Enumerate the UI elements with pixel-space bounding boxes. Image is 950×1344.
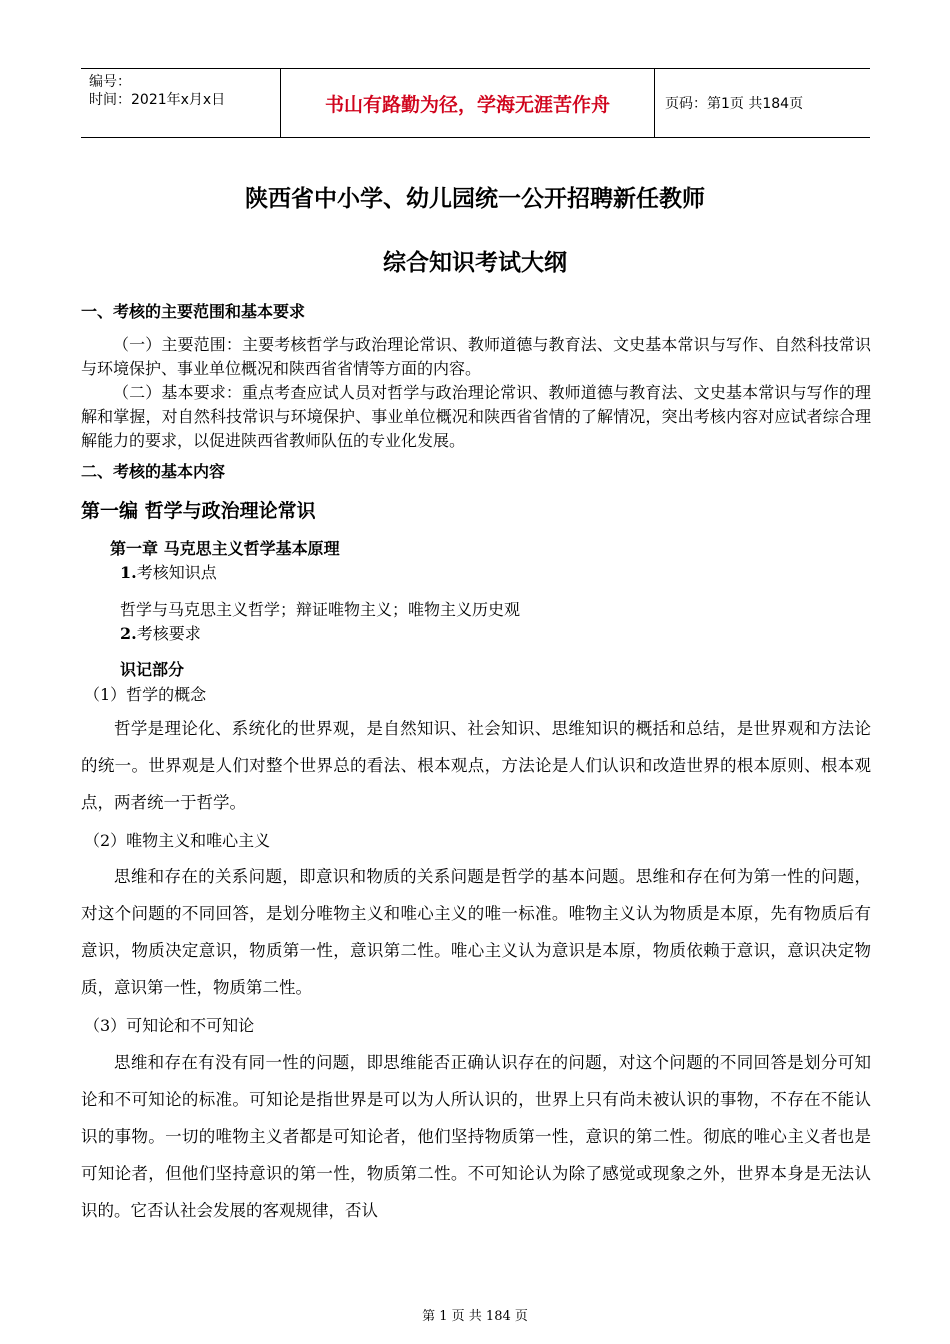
item1-number: 1. (120, 563, 137, 582)
item2-number: 2. (120, 624, 137, 643)
sub3-title (84, 1013, 874, 1036)
footer-page-number: 第 1 页 共 184 页 (422, 1309, 528, 1324)
requirements-item (120, 621, 910, 644)
header-page-info: 页码：第1页 共184页 (665, 96, 804, 112)
section1-body (81, 333, 871, 453)
section1-heading (81, 299, 871, 322)
header-table (81, 68, 870, 138)
document-number-label: 编号： (89, 74, 131, 90)
item1-label: 考核知识点 (136, 563, 217, 582)
sub3-title-text: （3）可知论和不可知论 (84, 1016, 255, 1035)
sub3-body (81, 1044, 871, 1229)
header-left-cell (81, 69, 281, 137)
sub2-title (84, 828, 874, 851)
sub1-title (84, 682, 874, 705)
section2-heading-text: 二、考核的基本内容 (81, 462, 226, 481)
sub1-title-text: （1）哲学的概念 (84, 685, 207, 704)
section1-heading-text: 一、考核的主要范围和基本要求 (81, 302, 306, 321)
item2-label: 考核要求 (136, 624, 201, 643)
knowledge-points-content (120, 597, 910, 620)
chapter-title-text: 第一章 马克思主义哲学基本原理 (110, 539, 340, 558)
sub1-paragraph: 哲学是理论化、系统化的世界观，是自然知识、社会知识、思维知识的概括和总结，是世界观和方法论的统一。世界观是人们对整个世界总的看法、根本观点，方法论是人们认识和改造世界的根本原则、根本观点，两者统一于哲学。 (81, 719, 871, 812)
sub2-paragraph: 思维和存在的关系问题，即意识和物质的关系问题是哲学的基本问题。思维和存在何为第一性的问题，对这个问题的不同回答，是划分唯物主义和唯心主义的唯一标准。唯物主义认为物质是本原，先有物质后有意识，物质决定意识，物质第一性，意识第二性。唯心主义认为意识是本原，物质依赖于意识，意识决定物质，意识第一性，物质第二性。 (81, 867, 871, 997)
document-title-line2: 综合知识考试大纲 (383, 250, 567, 276)
sub3-paragraph: 思维和存在有没有同一性的问题，即思维能否正确认识存在的问题，对这个问题的不同回答是划分可知论和不可知论的标准。可知论是指世界是可以为人所认识的，世界上只有尚未被认识的事物，不存在不能认识的事物。一切的唯物主义者都是可知论者，他们坚持物质第一性，意识的第二性。彻底的唯心主义者也是可知论者，但他们坚持意识的第一性，物质第二性。不可知论认为除了感觉或现象之外，世界本身是无法认识的。它否认社会发展的客观规律，否认 (81, 1053, 871, 1220)
section2-heading (81, 459, 871, 482)
section1-requirement-paragraph: （二）基本要求：重点考查应试人员对哲学与政治理论常识、教师道德与教育法、文史基本常识与写作的理解和掌握，对自然科技常识与环境保护、事业单位概况和陕西省省情的了解情况，突出考核内容对应试者综合理解能力的要求，以促进陕西省教师队伍的专业化发展。 (81, 383, 871, 450)
document-date-label: 时间：2021年x月x日 (89, 92, 226, 108)
item1-content: 哲学与马克思主义哲学；辩证唯物主义；唯物主义历史观 (120, 600, 521, 619)
section1-scope-paragraph: （一）主要范围：主要考核哲学与政治理论常识、教师道德与教育法、文史基本常识与写作、自然科技常识与环境保护、事业单位概况和陕西省省情等方面的内容。 (81, 335, 871, 378)
recall-heading-text: 识记部分 (120, 660, 185, 679)
part-title (81, 496, 871, 523)
page-footer (0, 1305, 950, 1324)
recall-heading (120, 657, 910, 680)
document-title-line1: 陕西省中小学、幼儿园统一公开招聘新任教师 (245, 186, 705, 212)
part-title-text: 第一编 哲学与政治理论常识 (81, 500, 316, 522)
sub2-body (81, 858, 871, 1006)
sub2-title-text: （2）唯物主义和唯心主义 (84, 831, 271, 850)
knowledge-points-item (120, 560, 910, 583)
chapter-title (110, 536, 900, 559)
sub1-body (81, 710, 871, 821)
header-motto: 书山有路勤为径，学海无涯苦作舟 (281, 69, 655, 137)
